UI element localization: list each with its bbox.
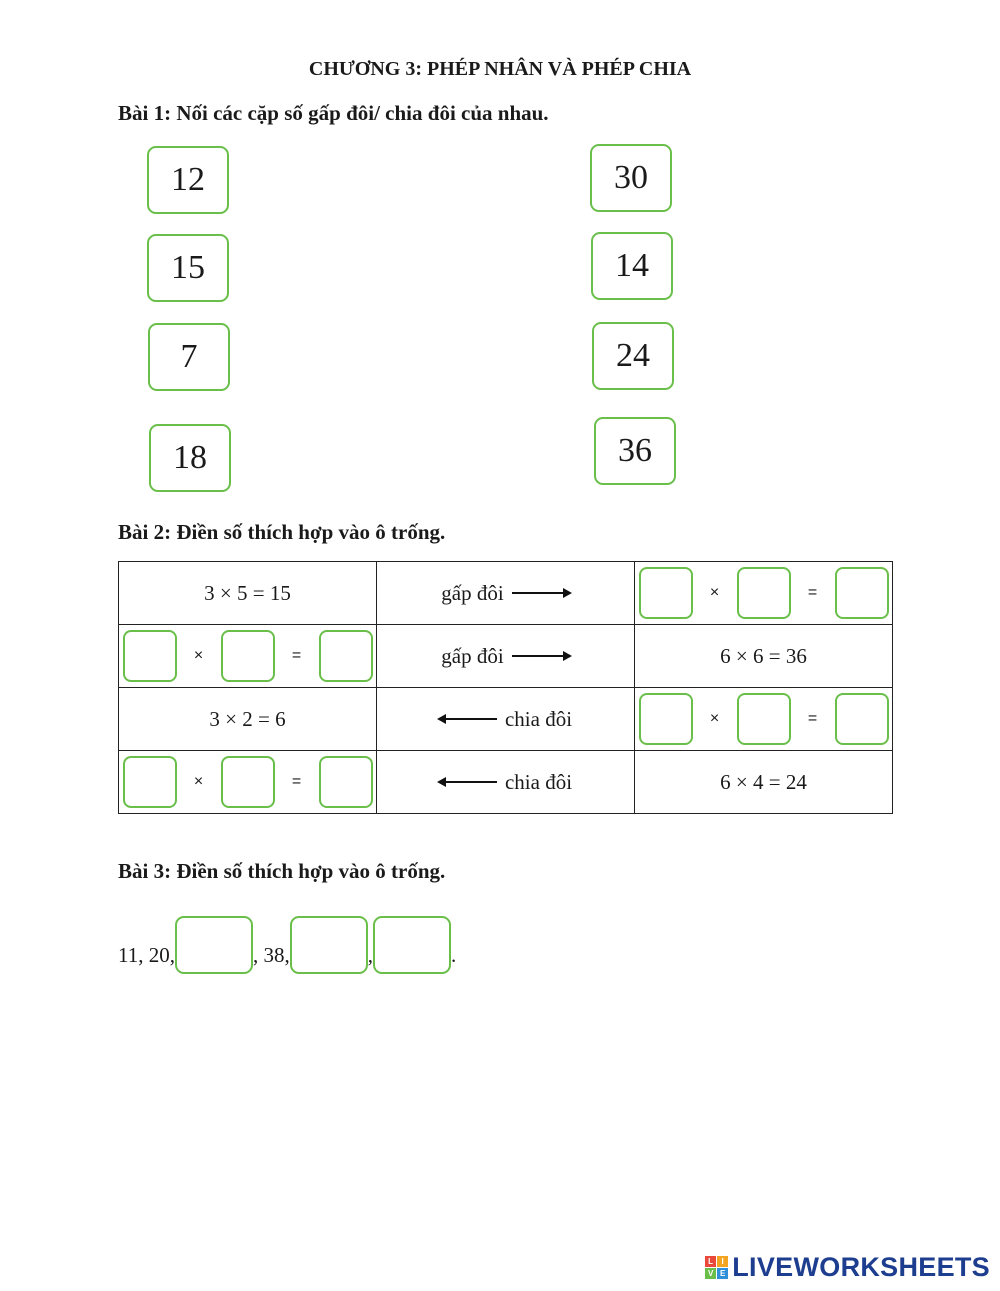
bai3-heading: Bài 3: Điền số thích hợp vào ô trống. [118,859,446,883]
times-sign: × [709,584,720,601]
equals-sign: = [807,710,818,727]
logo-letter: E [717,1268,728,1279]
answer-input[interactable] [319,630,373,682]
operation-label: gấp đôi [441,580,504,605]
answer-input[interactable] [319,756,373,808]
liveworksheets-logo [705,1252,990,1283]
equals-sign: = [291,647,302,664]
operation-cell [377,625,635,688]
equation-cell: 6 × 6 = 36 [635,625,893,688]
answer-input[interactable] [737,567,791,619]
match-right-2[interactable]: 14 [591,232,673,300]
match-left-2[interactable]: 15 [147,234,229,302]
answer-input[interactable] [221,756,275,808]
operation-label: chia đôi [504,706,573,731]
answer-input[interactable] [221,630,275,682]
answer-cell [119,751,377,814]
sequence-input[interactable] [175,916,253,974]
answer-input[interactable] [639,693,693,745]
operation-label: chia đôi [504,769,573,794]
arrow-right-icon [512,592,570,594]
page-title: CHƯƠNG 3: PHÉP NHÂN VÀ PHÉP CHIA [308,58,692,80]
answer-cell [119,625,377,688]
table-row [119,688,893,751]
sequence-input[interactable] [290,916,368,974]
match-left-4[interactable]: 18 [149,424,231,492]
equation-cell: 6 × 4 = 24 [635,751,893,814]
arrow-left-icon [439,718,497,720]
logo-letter: I [717,1256,728,1267]
equals-sign: = [291,773,302,790]
equals-sign: = [807,584,818,601]
answer-input[interactable] [123,630,177,682]
sequence-prefix: 11, 20, [118,943,175,967]
match-right-4[interactable]: 36 [594,417,676,485]
bai2-heading: Bài 2: Điền số thích hợp vào ô trống. [118,520,446,544]
match-left-1[interactable]: 12 [147,146,229,214]
times-sign: × [709,710,720,727]
answer-input[interactable] [639,567,693,619]
table-row [119,751,893,814]
exercise-table [118,561,893,814]
operation-cell [377,751,635,814]
match-left-3[interactable]: 7 [148,323,230,391]
answer-input[interactable] [835,567,889,619]
arrow-left-icon [439,781,497,783]
times-sign: × [193,647,204,664]
operation-label: gấp đôi [441,643,504,668]
answer-input[interactable] [835,693,889,745]
bai1-heading: Bài 1: Nối các cặp số gấp đôi/ chia đôi của nhau. [118,101,549,125]
sequence-mid: , 38, [252,943,290,967]
match-right-1[interactable]: 30 [590,144,672,212]
answer-input[interactable] [737,693,791,745]
number-sequence [118,914,456,974]
logo-letter: V [705,1268,716,1279]
operation-cell [377,562,635,625]
table-row [119,562,893,625]
times-sign: × [193,773,204,790]
sequence-end: . [450,943,457,967]
operation-cell [377,688,635,751]
answer-cell [635,688,893,751]
logo-text: LIVEWORKSHEETS [732,1252,990,1282]
table-row [119,625,893,688]
answer-cell [635,562,893,625]
match-right-3[interactable]: 24 [592,322,674,390]
arrow-right-icon [512,655,570,657]
equation-cell: 3 × 2 = 6 [119,688,377,751]
logo-letter: L [705,1256,716,1267]
answer-input[interactable] [123,756,177,808]
logo-mark-icon [705,1256,728,1279]
sequence-separator: , [367,943,373,967]
equation-cell: 3 × 5 = 15 [119,562,377,625]
sequence-input[interactable] [373,916,451,974]
